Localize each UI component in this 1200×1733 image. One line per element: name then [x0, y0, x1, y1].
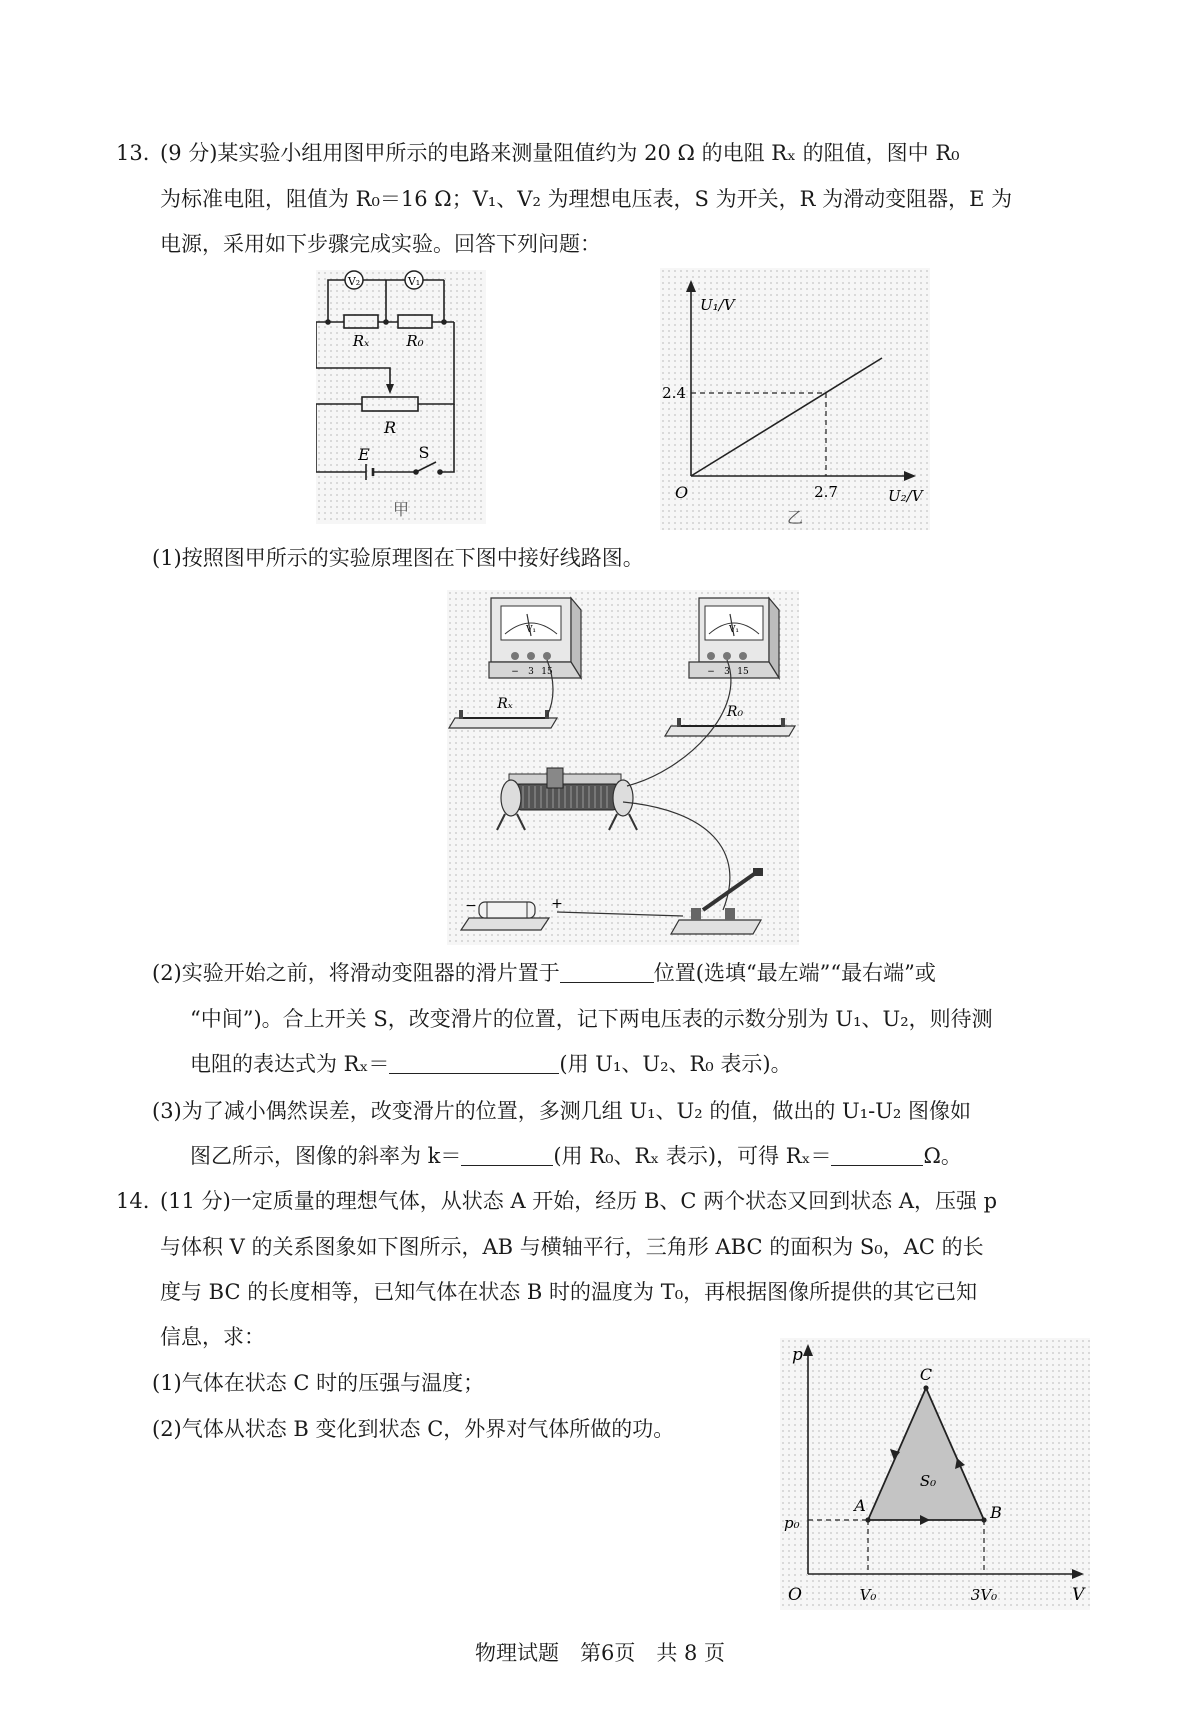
q14-text-1: (11 分)一定质量的理想气体，从状态 A 开始，经历 B、C 两个状态又回到状态 A，压强 p — [160, 1189, 998, 1213]
battery-minus-label: − — [465, 898, 477, 914]
q13-part2-text-d: 电阻的表达式为 Rₓ＝ — [190, 1052, 390, 1076]
x-axis-label: U₂/V — [888, 487, 923, 505]
q13-part3-line1: (3)为了减小偶然误差，改变滑片的位置，多测几组 U₁、U₂ 的值，做出的 U₁-U₂ 图像如 — [152, 1099, 972, 1123]
q13-part3-text-d: Ω。 — [923, 1144, 962, 1168]
answer-blank-rx-value[interactable] — [831, 1143, 923, 1166]
y-axis-arrow-icon — [686, 280, 696, 292]
answer-blank-slider-position[interactable] — [560, 960, 654, 983]
cycle-triangle — [868, 1388, 984, 1520]
q13-part3-text-b: 图乙所示，图像的斜率为 k＝ — [190, 1144, 462, 1168]
q13-part1: (1)按照图甲所示的实验原理图在下图中接好线路图。 — [152, 546, 644, 570]
caption-yi: 乙 — [786, 508, 804, 527]
v-axis-label: V — [1072, 1585, 1085, 1605]
v-axis-arrow-icon — [1072, 1569, 1084, 1579]
u1-u2-graph — [660, 268, 930, 530]
resistor-r0-icon — [665, 718, 795, 736]
v0-label: V₀ — [859, 1586, 877, 1604]
label-s: S — [418, 443, 430, 462]
y-tick-label: 2.4 — [662, 384, 686, 402]
rheostat-icon — [497, 768, 637, 830]
voltmeter-2-icon — [689, 598, 779, 678]
meter2-terminal-minus: − — [707, 667, 715, 677]
q13-part3-line2 — [190, 1141, 962, 1171]
q13-part2-line2: “中间”)。合上开关 S，改变滑片的位置，记下两电压表的示数分别为 U₁、U₂，则待测 — [190, 1007, 993, 1031]
q13-text-1: (9 分)某实验小组用图甲所示的电路来测量阻值约为 20 Ω 的电阻 Rₓ 的阻值，图中 R₀ — [160, 141, 960, 165]
meter2-label: V₁ — [728, 625, 740, 635]
apparatus-figure — [447, 590, 799, 945]
slider-arrow-icon — [386, 384, 394, 394]
label-rx: Rₓ — [352, 332, 370, 350]
q13-line3: 电源，采用如下步骤完成实验。回答下列问题： — [160, 232, 601, 256]
origin-label: O — [675, 483, 689, 502]
3v0-label: 3V₀ — [970, 1586, 998, 1604]
meter1-label: V₁ — [525, 625, 537, 635]
q13-number: 13. — [116, 141, 150, 165]
meter2-terminal-15: 15 — [737, 667, 749, 677]
p-axis-label: p — [792, 1345, 803, 1365]
answer-blank-rx-expression[interactable] — [389, 1051, 559, 1074]
q13-part2-line1 — [152, 958, 936, 988]
label-r: R — [383, 418, 397, 437]
p0-label: p₀ — [784, 1514, 800, 1532]
q14-part2: (2)气体从状态 B 变化到状态 C，外界对气体所做的功。 — [152, 1417, 675, 1441]
q13-part2-text-a: (2)实验开始之前，将滑动变阻器的滑片置于 — [152, 961, 560, 985]
pv-graph — [780, 1338, 1090, 1610]
p-axis-arrow-icon — [803, 1344, 813, 1356]
label-v2: V₂ — [347, 275, 361, 288]
x-tick-label: 2.7 — [814, 483, 838, 501]
u1-u2-line — [691, 358, 882, 476]
y-axis-label: U₁/V — [700, 296, 735, 314]
figure-yi — [660, 268, 930, 530]
q14-line2: 与体积 V 的关系图象如下图所示，AB 与横轴平行，三角形 ABC 的面积为 S₀，AC 的长 — [160, 1235, 984, 1259]
area-s0-label: S₀ — [919, 1472, 937, 1490]
pv-graph-figure — [780, 1338, 1090, 1610]
meter1-terminal-3: 3 — [528, 667, 534, 677]
origin-label-pv: O — [788, 1585, 802, 1605]
label-e: E — [358, 445, 370, 464]
knife-switch-icon — [671, 868, 763, 934]
q13-part3-text-c: (用 R₀、Rₓ 表示)，可得 Rₓ＝ — [553, 1144, 832, 1168]
point-a-label: A — [854, 1496, 866, 1515]
rx-label: Rₓ — [497, 696, 513, 712]
point-c-label: C — [919, 1365, 933, 1384]
caption-jia: 甲 — [392, 500, 410, 519]
page-footer: 物理试题 第6页 共 8 页 — [474, 1641, 726, 1665]
q14-line1 — [116, 1186, 998, 1216]
figure-jia — [316, 270, 486, 524]
circuit-diagram — [316, 270, 486, 524]
r0-label: R₀ — [726, 704, 744, 720]
q13-part2-text-e: (用 U₁、U₂、R₀ 表示)。 — [559, 1052, 792, 1076]
voltmeter-1-icon — [489, 598, 581, 678]
apparatus-drawing — [447, 590, 799, 945]
answer-blank-slope[interactable] — [461, 1143, 553, 1166]
resistor-rx-icon — [449, 710, 557, 728]
q13-line1 — [116, 138, 960, 168]
label-r0: R₀ — [406, 332, 424, 350]
q14-line3: 度与 BC 的长度相等，已知气体在状态 B 时的温度为 T₀，再根据图像所提供的其它已知 — [160, 1280, 978, 1304]
meter2-terminal-3: 3 — [724, 667, 730, 677]
x-axis-arrow-icon — [904, 471, 916, 481]
q14-part1: (1)气体在状态 C 时的压强与温度； — [152, 1371, 485, 1395]
battery-plus-label: + — [551, 896, 563, 912]
q13-part2-text-b: 位置(选填“最左端”“最右端”或 — [653, 961, 936, 985]
label-v1: V₁ — [407, 275, 421, 288]
meter1-terminal-minus: − — [511, 667, 519, 677]
q13-part2-line3 — [190, 1049, 792, 1079]
point-b-label: B — [990, 1503, 1002, 1522]
q13-line2: 为标准电阻，阻值为 R₀＝16 Ω；V₁、V₂ 为理想电压表，S 为开关，R 为滑动变阻器，E 为 — [160, 187, 1013, 211]
q14-line4: 信息，求： — [160, 1325, 265, 1349]
q14-number: 14. — [116, 1189, 150, 1213]
meter1-terminal-15: 15 — [541, 667, 553, 677]
